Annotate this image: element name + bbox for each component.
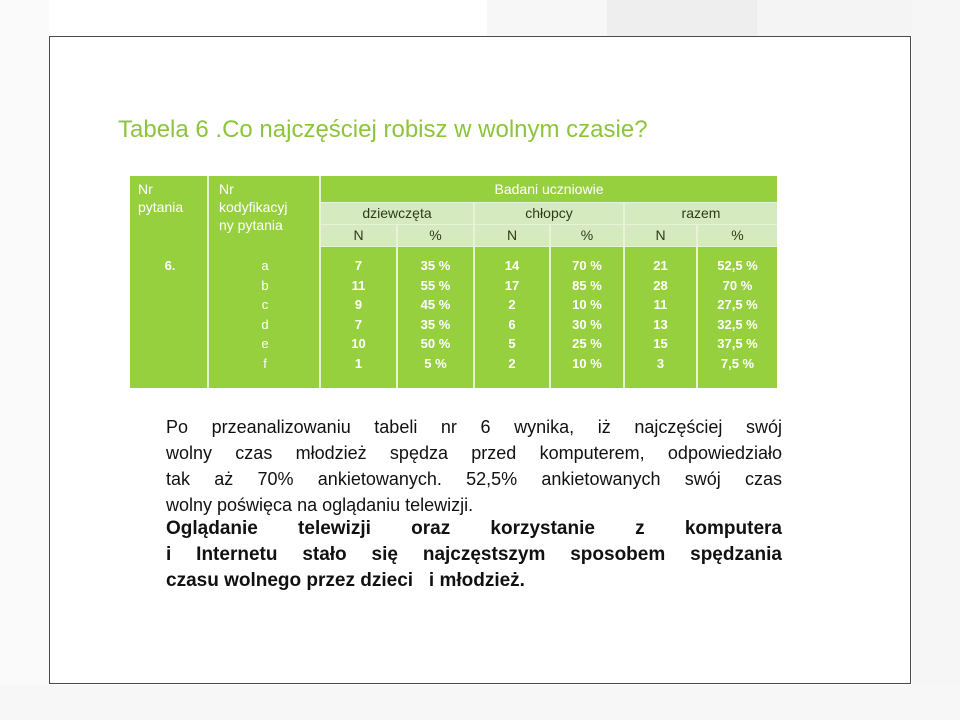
girls-pct-cell: 45 % bbox=[420, 297, 451, 313]
boys-pct-column bbox=[551, 256, 623, 374]
total-n-column bbox=[625, 256, 696, 374]
boys-pct-cell: 10 % bbox=[572, 297, 602, 313]
code-cell: b bbox=[261, 277, 269, 293]
girls-n-cell: 11 bbox=[351, 277, 366, 293]
girls-pct-column bbox=[398, 256, 473, 374]
boys-n-cell: 17 bbox=[504, 277, 520, 293]
code-cell: c bbox=[261, 297, 269, 313]
code-cell: e bbox=[261, 336, 269, 352]
girls-n-cell: 7 bbox=[354, 316, 363, 332]
question-nr: 6. bbox=[164, 258, 176, 273]
girls-n-cell: 9 bbox=[354, 297, 363, 313]
analysis-paragraph bbox=[166, 414, 782, 518]
slide-margin-bottom bbox=[0, 685, 960, 720]
code-cell: a bbox=[261, 258, 269, 273]
group-girls: dziewczęta bbox=[362, 205, 432, 221]
subheader-n: N bbox=[655, 227, 666, 243]
girls-pct-cell: 5 % bbox=[424, 355, 447, 371]
paragraph-line: i Internetu stało się najczęstszym sposobem spędzania bbox=[166, 544, 782, 565]
boys-n-cell: 5 bbox=[508, 336, 516, 352]
girls-n-column bbox=[321, 256, 396, 374]
slide-top-decoration bbox=[487, 0, 912, 36]
total-n-cell: 15 bbox=[653, 336, 668, 352]
conclusion-paragraph bbox=[166, 516, 782, 594]
girls-pct-cell: 50 % bbox=[420, 336, 451, 352]
header-nr-kodyfikacyjny: Nr kodyfikacyj ny pytania bbox=[219, 181, 288, 233]
total-n-cell: 11 bbox=[653, 297, 668, 313]
paragraph-line: Oglądanie telewizji oraz korzystanie z komputera bbox=[166, 518, 782, 539]
girls-pct-cell: 35 % bbox=[420, 258, 451, 273]
group-boys: chłopcy bbox=[525, 205, 573, 221]
header-badani-uczniowie: Badani uczniowie bbox=[494, 181, 604, 197]
total-n-cell: 13 bbox=[653, 316, 668, 332]
girls-n-cell: 7 bbox=[354, 258, 363, 273]
header-nr-pytania: Nr pytania bbox=[138, 181, 184, 215]
boys-pct-cell: 30 % bbox=[572, 316, 602, 332]
paragraph-line: wolny poświęca na oglądaniu telewizji. bbox=[166, 495, 474, 515]
girls-n-cell: 1 bbox=[354, 355, 363, 371]
codes-column bbox=[230, 256, 300, 374]
total-pct-cell: 7,5 % bbox=[720, 355, 755, 371]
total-pct-cell: 32,5 % bbox=[717, 316, 758, 332]
paragraph-line: czasu wolnego przez dzieci i młodzież. bbox=[166, 570, 525, 591]
subheader-n: N bbox=[353, 227, 364, 243]
subheader-pct: % bbox=[580, 227, 594, 243]
paragraph-line: tak aż 70% ankietowanych. 52,5% ankietowanych swój czas bbox=[166, 469, 782, 489]
slide-title: Tabela 6 .Co najczęściej robisz w wolnym czasie? bbox=[118, 116, 648, 143]
header-divider bbox=[320, 202, 777, 203]
boys-pct-cell: 85 % bbox=[572, 277, 602, 293]
boys-pct-cell: 25 % bbox=[572, 336, 602, 352]
girls-n-cell: 10 bbox=[351, 336, 366, 352]
boys-n-cell: 14 bbox=[504, 258, 520, 273]
total-pct-cell: 27,5 % bbox=[717, 297, 758, 313]
boys-pct-cell: 70 % bbox=[572, 258, 602, 273]
total-n-cell: 21 bbox=[653, 258, 668, 273]
subheader-pct: % bbox=[429, 227, 442, 243]
slide-margin-right bbox=[912, 0, 960, 720]
boys-n-cell: 2 bbox=[508, 297, 516, 313]
paragraph-line: Po przeanalizowaniu tabeli nr 6 wynika, iż najczęściej swój bbox=[166, 417, 782, 437]
total-n-cell: 3 bbox=[656, 355, 665, 371]
group-total: razem bbox=[681, 205, 721, 221]
total-pct-cell: 37,5 % bbox=[717, 336, 758, 352]
total-pct-column bbox=[698, 256, 777, 374]
total-n-cell: 28 bbox=[653, 277, 668, 293]
total-pct-cell: 70 % bbox=[722, 277, 753, 293]
boys-n-cell: 2 bbox=[508, 355, 516, 371]
paragraph-line: wolny czas młodzież spędza przed komputerem, odpowiedziało bbox=[166, 443, 782, 463]
subheader-n: N bbox=[506, 227, 518, 243]
subheader-pct: % bbox=[731, 227, 744, 243]
boys-n-column bbox=[475, 256, 549, 374]
boys-pct-cell: 10 % bbox=[572, 355, 602, 371]
boys-n-cell: 6 bbox=[508, 316, 516, 332]
total-pct-cell: 52,5 % bbox=[717, 258, 758, 273]
code-cell: f bbox=[263, 355, 267, 371]
code-cell: d bbox=[261, 316, 269, 332]
girls-pct-cell: 35 % bbox=[420, 316, 451, 332]
girls-pct-cell: 55 % bbox=[420, 277, 451, 293]
slide-margin-left bbox=[0, 0, 49, 720]
